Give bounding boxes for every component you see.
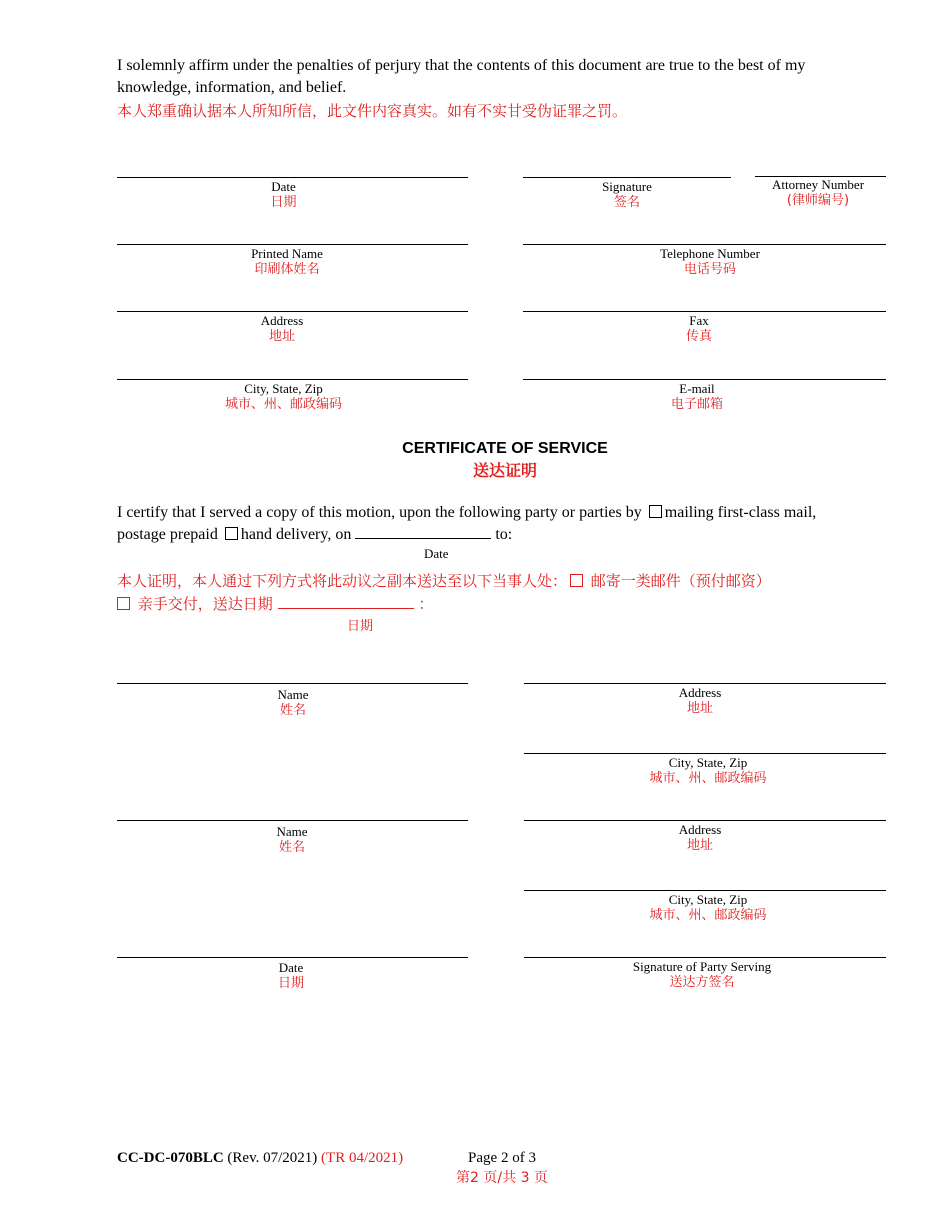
address-line bbox=[117, 311, 468, 312]
date-label: Date 日期 bbox=[270, 179, 297, 210]
email-line bbox=[523, 379, 886, 380]
affirmation-en-line1: I solemnly affirm under the penalties of perjury that the contents of this document are true to the best of my bbox=[117, 57, 806, 74]
serving-date-line bbox=[117, 957, 468, 958]
party2-name-line bbox=[117, 820, 468, 821]
hand-delivery-checkbox[interactable] bbox=[225, 527, 238, 540]
telephone-line bbox=[523, 244, 886, 245]
service-date-caption: Date bbox=[424, 546, 449, 561]
affirmation bbox=[117, 55, 877, 122]
page-number: Page 2 of 3 第2 页/共 3 页 bbox=[452, 1150, 552, 1187]
party1-address-line bbox=[524, 683, 886, 684]
city-state-zip-label: City, State, Zip 城市、州、邮政编码 bbox=[224, 381, 342, 412]
party1-address-label: Address 地址 bbox=[678, 685, 722, 716]
date-line bbox=[117, 177, 468, 178]
party1-csz-line bbox=[524, 753, 886, 754]
signature-label: Signature 签名 bbox=[602, 179, 652, 210]
signature-line bbox=[523, 177, 731, 178]
printed-name-label: Printed Name 印刷体姓名 bbox=[251, 246, 323, 277]
service-date-caption-zh: 日期 bbox=[347, 619, 374, 634]
certificate-title-zh: 送达证明 bbox=[472, 461, 537, 480]
service-date-field-zh[interactable] bbox=[278, 594, 414, 609]
email-label: E-mail 电子邮箱 bbox=[670, 381, 723, 412]
attorney-number-label: Attorney Number (律师编号) bbox=[771, 177, 865, 208]
mail-checkbox[interactable] bbox=[649, 505, 662, 518]
address-label: Address 地址 bbox=[260, 313, 304, 344]
affirmation-en-line2: knowledge, information, and belief. bbox=[117, 79, 347, 96]
certificate-title: CERTIFICATE OF SERVICE 送达证明 bbox=[0, 440, 950, 481]
service-date-field[interactable] bbox=[355, 524, 491, 539]
fax-label: Fax 传真 bbox=[685, 313, 712, 344]
party2-csz-line bbox=[524, 890, 886, 891]
party2-csz-label: City, State, Zip 城市、州、邮政编码 bbox=[649, 892, 767, 923]
certificate-en: I certify that I served a copy of this motion, upon the following party or parties by mailing first-class mail, postage prepaid hand delivery, on to: bbox=[117, 504, 817, 543]
serving-signature-line bbox=[524, 957, 886, 958]
page-number-zh: 第2 页/共 3 页 bbox=[456, 1170, 548, 1186]
affirmation-zh: 本人郑重确认据本人所知所信，此文件内容真实。如有不实甘受伪证罪之罚。 bbox=[117, 102, 628, 120]
serving-date-label: Date 日期 bbox=[277, 960, 304, 991]
hand-delivery-checkbox-zh[interactable] bbox=[117, 597, 130, 610]
fax-line bbox=[523, 311, 886, 312]
city-state-zip-line bbox=[117, 379, 468, 380]
party2-name-label: Name 姓名 bbox=[276, 824, 308, 855]
serving-signature-label: Signature of Party Serving 送达方签名 bbox=[632, 959, 772, 990]
party2-address-line bbox=[524, 820, 886, 821]
form-code-number: CC-DC-070BLC bbox=[117, 1150, 224, 1166]
party1-csz-label: City, State, Zip 城市、州、邮政编码 bbox=[649, 755, 767, 786]
mail-checkbox-zh[interactable] bbox=[570, 574, 583, 587]
printed-name-line bbox=[117, 244, 468, 245]
party1-name-label: Name 姓名 bbox=[277, 687, 309, 718]
telephone-label: Telephone Number 电话号码 bbox=[660, 246, 760, 277]
party2-address-label: Address 地址 bbox=[678, 822, 722, 853]
form-code bbox=[117, 1150, 403, 1167]
certificate-zh: 本人证明，本人通过下列方式将此动议之副本送达至以下当事人处： 邮寄一类邮件（预付邮资） 亲手交付，送达日期 ： bbox=[117, 572, 771, 613]
form-translation-revision: (TR 04/2021) bbox=[321, 1150, 404, 1166]
party1-name-line bbox=[117, 683, 468, 684]
form-revision: (Rev. 07/2021) bbox=[227, 1150, 318, 1166]
